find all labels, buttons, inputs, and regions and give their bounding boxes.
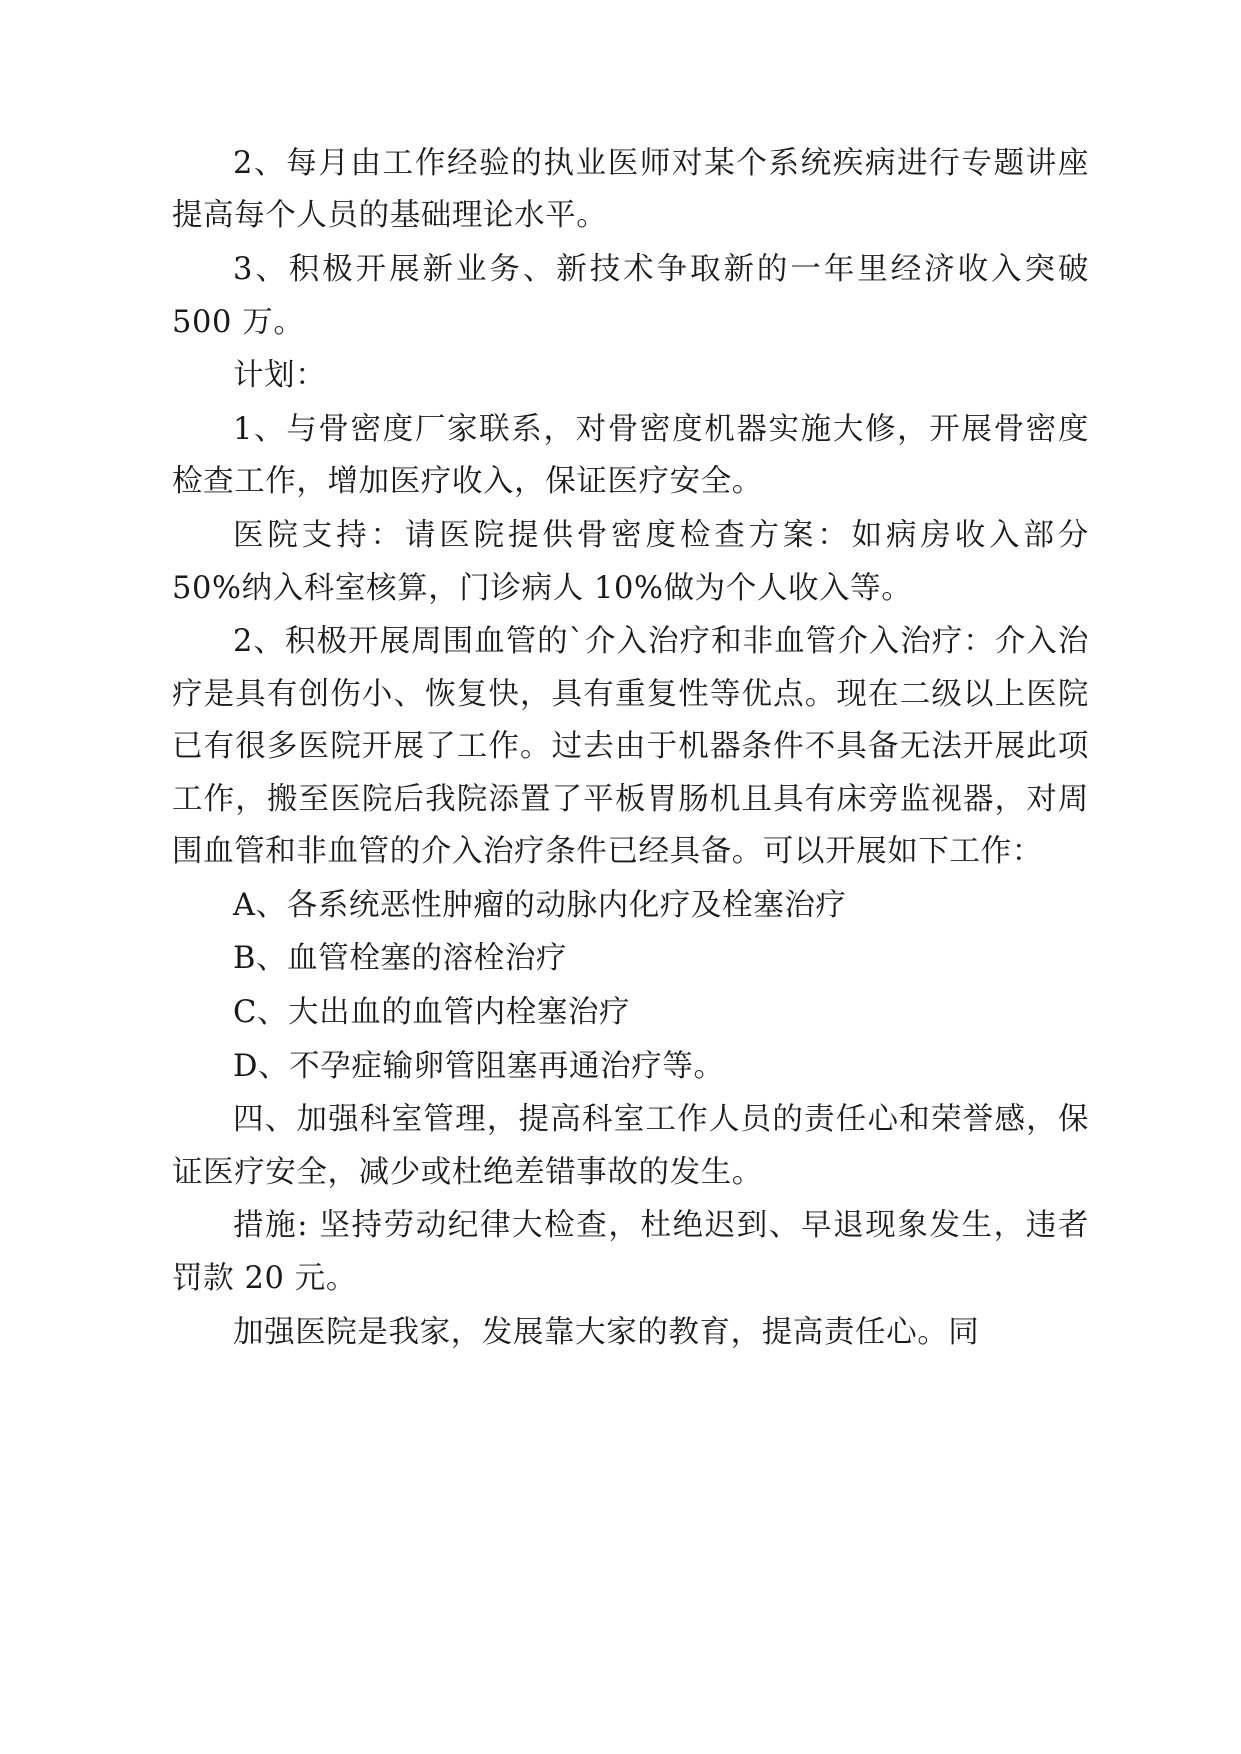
paragraph: 2、积极开展周围血管的`介入治疗和非血管介入治疗：介入治疗是具有创伤小、恢复快，具有重复性等优点。现在二级以上医院已有很多医院开展了工作。过去由于机器条件不具备无法开展此项工作，搬至医院后我院添置了平板胃肠机且具有床旁监视器，对周围血管和非血管的介入治疗条件已经具备。可以开展如下工作： <box>172 624 1089 869</box>
list-item: C、大出血的血管内栓塞治疗 <box>233 995 631 1030</box>
list-item: B、血管栓塞的溶栓治疗 <box>233 941 568 977</box>
paragraph: 加强医院是我家，发展靠大家的教育，提高责任心。同 <box>233 1314 980 1350</box>
document-body <box>172 138 1089 1359</box>
list-item: A、各系统恶性肿瘤的动脉内化疗及栓塞治疗 <box>233 887 847 923</box>
list-item: D、不孕症输卵管阻塞再通治疗等。 <box>233 1048 725 1084</box>
paragraph: 2、每月由工作经验的执业医师对某个系统疾病进行专题讲座提高每个人员的基础理论水平。 <box>172 146 1089 234</box>
paragraph: 3、积极开展新业务、新技术争取新的一年里经济收入突破 500 万。 <box>172 252 1089 340</box>
paragraph: 计划： <box>233 358 327 394</box>
paragraph: 措施: 坚持劳动纪律大检查，杜绝迟到、早退现象发生，违者罚款 20 元。 <box>172 1208 1089 1296</box>
paragraph: 四、加强科室管理，提高科室工作人员的责任心和荣誉感，保证医疗安全，减少或杜绝差错事故的发生。 <box>172 1102 1089 1190</box>
paragraph: 医院支持：请医院提供骨密度检查方案：如病房收入部分 50%纳入科室核算，门诊病人 10%做为个人收入等。 <box>172 518 1089 606</box>
paragraph: 1、与骨密度厂家联系，对骨密度机器实施大修，开展骨密度检查工作，增加医疗收入，保证医疗安全。 <box>172 411 1089 500</box>
